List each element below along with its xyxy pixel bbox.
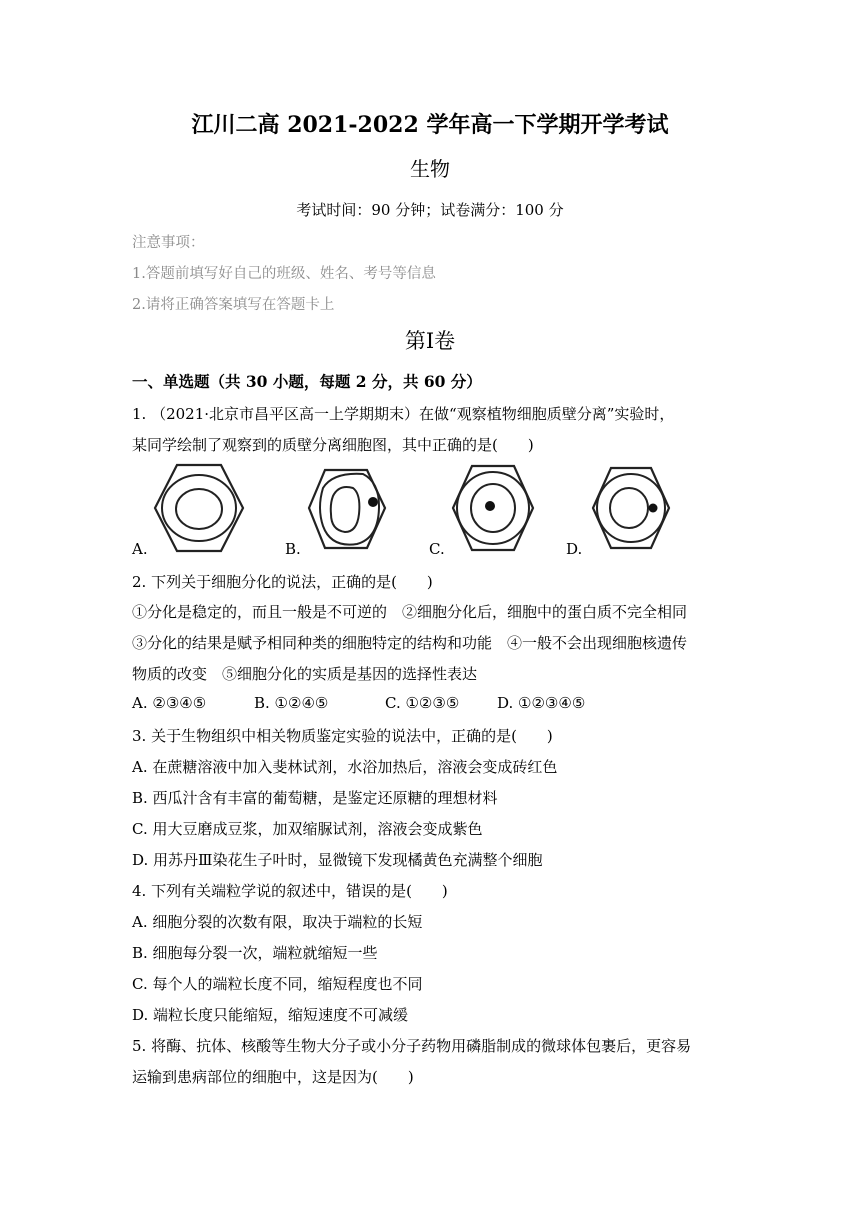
section-heading: 一、单选题（共 30 小题，每题 2 分，共 60 分） bbox=[132, 372, 482, 391]
q2-line2: ③分化的结果是赋予相同种类的细胞特定的结构和功能 ④一般不会出现细胞核遗传 bbox=[132, 634, 688, 652]
q3-option-c: C. 用大豆磨成豆浆，加双缩脲试剂，溶液会变成紫色 bbox=[132, 820, 483, 838]
q4-option-d: D. 端粒长度只能缩短，缩短速度不可减缓 bbox=[132, 1006, 409, 1024]
q1-figure-d bbox=[589, 462, 673, 552]
q1-option-a: A. bbox=[132, 540, 148, 558]
q2-option-b: B. ①②④⑤ bbox=[254, 694, 329, 712]
q4-option-a: A. 细胞分裂的次数有限，取决于端粒的长短 bbox=[132, 913, 423, 931]
q5-stem-line1: 5. 将酶、抗体、核酸等生物大分子或小分子药物用磷脂制成的微球体包裹后，更容易 bbox=[132, 1037, 692, 1055]
notice-item-2: 2.请将正确答案填写在答题卡上 bbox=[132, 297, 335, 313]
subject-title: 生物 bbox=[410, 157, 450, 181]
volume-heading: 第Ⅰ卷 bbox=[404, 329, 456, 353]
q1-stem-line1: 1. （2021·北京市昌平区高一上学期期末）在做“观察植物细胞质壁分离”实验时， bbox=[132, 405, 675, 423]
q3-stem: 3. 关于生物组织中相关物质鉴定实验的说法中，正确的是( ) bbox=[132, 727, 553, 745]
q3-option-a: A. 在蔗糖溶液中加入斐林试剂，水浴加热后，溶液会变成砖红色 bbox=[132, 758, 558, 776]
q2-line1: ①分化是稳定的，而且一般是不可逆的 ②细胞分化后，细胞中的蛋白质不完全相同 bbox=[132, 603, 688, 621]
q1-option-d: D. bbox=[566, 540, 583, 558]
q2-stem: 2. 下列关于细胞分化的说法，正确的是( ) bbox=[132, 573, 433, 591]
q1-stem-line2: 某同学绘制了观察到的质壁分离细胞图，其中正确的是( ) bbox=[132, 436, 534, 454]
notice-item-1: 1.答题前填写好自己的班级、姓名、考号等信息 bbox=[132, 266, 436, 282]
q2-option-a: A. ②③④⑤ bbox=[132, 694, 207, 712]
q3-option-b: B. 西瓜汁含有丰富的葡萄糖，是鉴定还原糖的理想材料 bbox=[132, 789, 498, 807]
q2-line3: 物质的改变 ⑤细胞分化的实质是基因的选择性表达 bbox=[132, 665, 478, 683]
q4-option-b: B. 细胞每分裂一次，端粒就缩短一些 bbox=[132, 944, 378, 962]
q1-option-c: C. bbox=[429, 540, 445, 558]
exam-info: 考试时间：90 分钟；试卷满分：100 分 bbox=[296, 201, 564, 219]
q2-option-c: C. ①②③⑤ bbox=[385, 694, 460, 712]
notice-heading: 注意事项： bbox=[132, 235, 205, 251]
q1-figure-b bbox=[305, 462, 389, 554]
exam-title: 江川二高 2021-2022 学年高一下学期开学考试 bbox=[191, 112, 669, 138]
q1-option-b: B. bbox=[285, 540, 301, 558]
q2-option-d: D. ①②③④⑤ bbox=[497, 694, 586, 712]
q1-figure-c bbox=[450, 462, 536, 554]
q4-option-c: C. 每个人的端粒长度不同，缩短程度也不同 bbox=[132, 975, 423, 993]
q5-stem-line2: 运输到患病部位的细胞中，这是因为( ) bbox=[132, 1068, 414, 1086]
q3-option-d: D. 用苏丹Ⅲ染花生子叶时，显微镜下发现橘黄色充满整个细胞 bbox=[132, 851, 543, 869]
q1-figure-a bbox=[152, 462, 246, 554]
q4-stem: 4. 下列有关端粒学说的叙述中，错误的是( ) bbox=[132, 882, 448, 900]
